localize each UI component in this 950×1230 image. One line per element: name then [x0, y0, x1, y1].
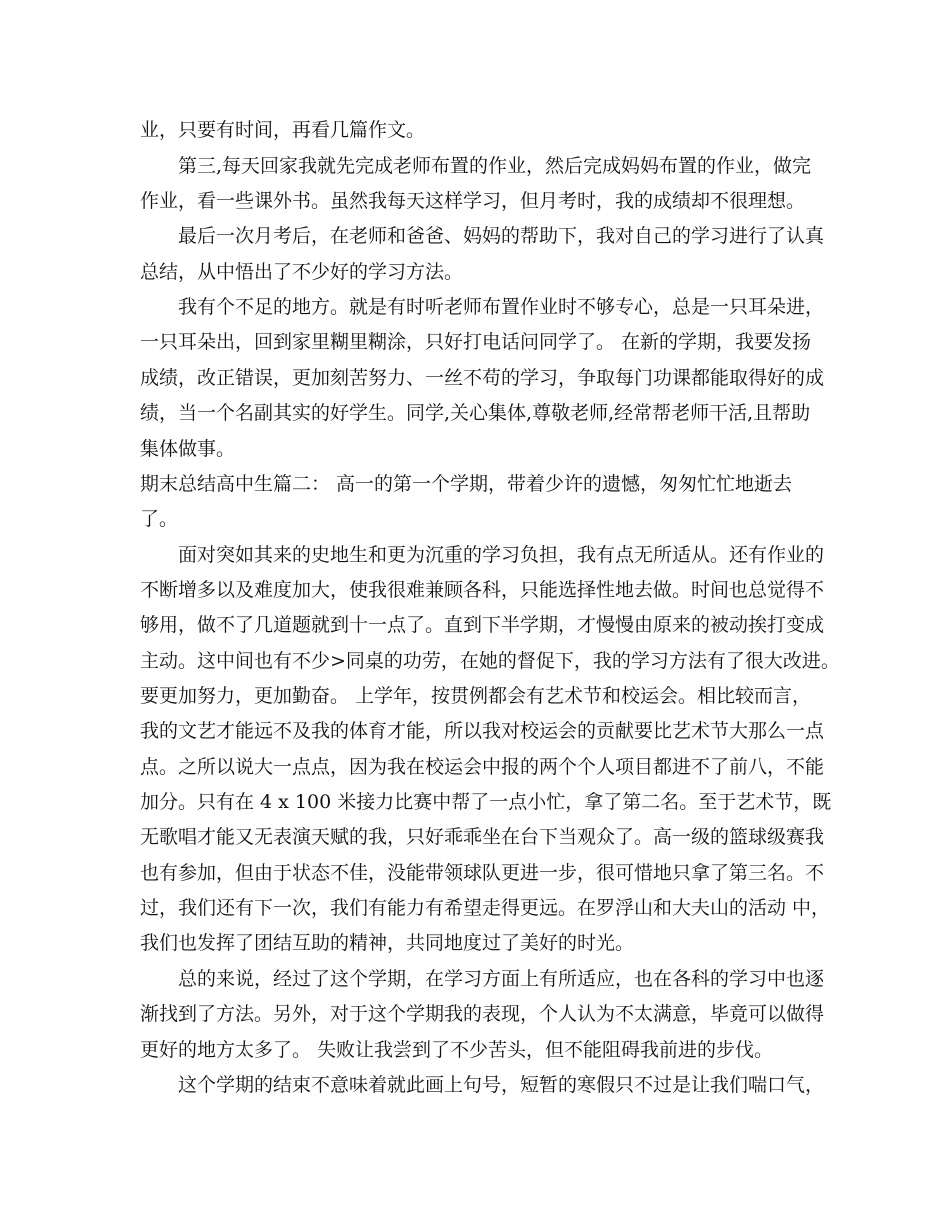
text-line: 集体做事。	[140, 438, 236, 460]
text-line: 总的来说，经过了这个学期，在学习方面上有所适应，也在各科的学习中也逐	[178, 968, 825, 990]
text-line: 这个学期的结束不意味着就此画上句号，短暂的寒假只不过是让我们喘口气，	[178, 1074, 825, 1096]
text-line: 第三,每天回家我就先完成老师布置的作业，然后完成妈妈布置的作业，做完	[178, 155, 812, 177]
text-line: 业，只要有时间，再看几篇作文。	[140, 119, 426, 141]
text-line: 主动。这中间也有不少>同桌的功劳，在她的督促下，我的学习方法有了很大改进。	[140, 650, 840, 672]
text-line: 点。之所以说大一点点，因为我在校运会中报的两个个人项目都进不了前八，不能	[140, 756, 825, 778]
text-line: 要更加努力，更加勤奋。 上学年，按贯例都会有艺术节和校运会。相比较而言，	[140, 685, 812, 707]
section-heading-line: 期末总结高中生篇二： 高一的第一个学期，带着少许的遗憾，匆匆忙忙地逝去	[140, 473, 793, 495]
text-line: 面对突如其来的史地生和更为沉重的学习负担，我有点无所适从。还有作业的	[178, 544, 825, 566]
text-line: 够用，做不了几道题就到十一点了。直到下半学期，才慢慢由原来的被动挨打变成	[140, 614, 825, 636]
text-line: 我们也发挥了团结互助的精神，共同地度过了美好的时光。	[140, 932, 635, 954]
text-line: 作业，看一些课外书。虽然我每天这样学习，但月考时，我的成绩却不很理想。	[140, 190, 806, 212]
text-line: 一只耳朵出，回到家里糊里糊涂，只好打电话问同学了。 在新的学期，我要发扬	[140, 331, 812, 353]
text-line: 绩，当一个名副其实的好学生。同学,关心集体,尊敬老师,经常帮老师干活,且帮助	[140, 402, 811, 424]
text-line: 过，我们还有下一次，我们有能力有希望走得更远。在罗浮山和大夫山的活动 中，	[140, 897, 831, 919]
text-line: 成绩，改正错误，更加刻苦努力、一丝不苟的学习，争取每门功课都能取得好的成	[140, 367, 825, 389]
text-line: 渐找到了方法。另外，对于这个学期我的表现，个人认为不太满意，毕竟可以做得	[140, 1003, 825, 1025]
text-line: 也有参加，但由于状态不佳，没能带领球队更进一步，很可惜地只拿了第三名。不	[140, 862, 825, 884]
text-line: 总结，从中悟出了不少好的学习方法。	[140, 261, 464, 283]
text-line: 无歌唱才能又无表演天赋的我，只好乖乖坐在台下当观众了。高一级的篮球级赛我	[140, 826, 825, 848]
text-line: 我的文艺才能远不及我的体育才能，所以我对校运会的贡献要比艺术节大那么一点	[140, 720, 825, 742]
text-line: 更好的地方太多了。 失败让我尝到了不少苦头，但不能阻碍我前进的步伐。	[140, 1039, 774, 1061]
text-line: 最后一次月考后，在老师和爸爸、妈妈的帮助下，我对自己的学习进行了认真	[178, 225, 825, 247]
text-line: 不断增多以及难度加大，使我很难兼顾各科，只能选择性地去做。时间也总觉得不	[140, 579, 825, 601]
text-line: 了。	[140, 508, 179, 530]
text-line: 加分。只有在 4 x 100 米接力比赛中帮了一点小忙，拿了第二名。至于艺术节，既	[140, 791, 832, 813]
text-line: 我有个不足的地方。就是有时听老师布置作业时不够专心，总是一只耳朵进，	[178, 296, 825, 318]
